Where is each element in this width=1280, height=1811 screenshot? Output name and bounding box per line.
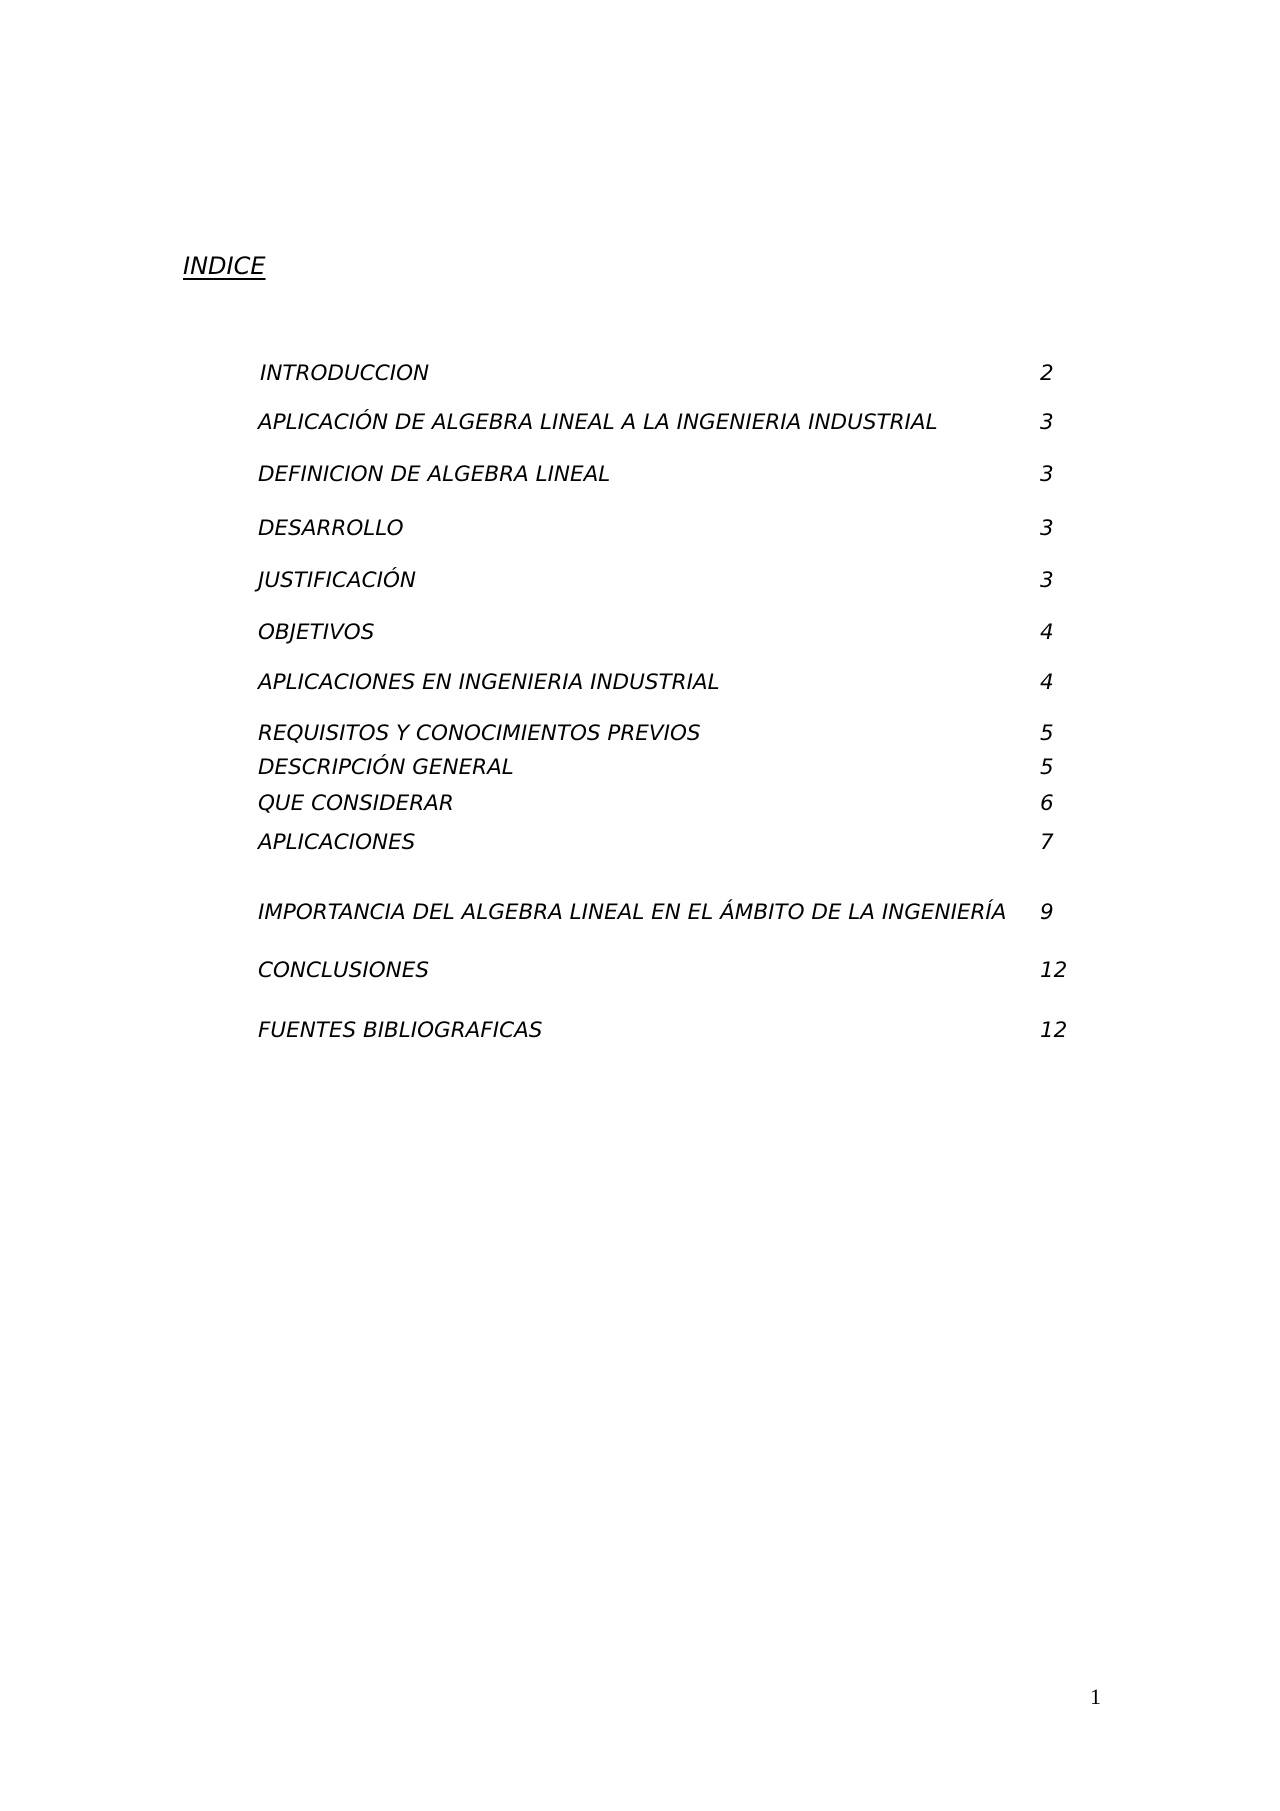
toc-entry-page: 9 <box>1040 900 1054 925</box>
toc-entry <box>258 462 1078 492</box>
toc-entry-page: 6 <box>1040 791 1054 816</box>
toc-entry-label: APLICACIONES EN INGENIERIA INDUSTRIAL <box>258 670 720 695</box>
toc-entry-page: 12 <box>1040 958 1068 983</box>
toc-entry-page: 12 <box>1040 1018 1068 1043</box>
toc-entry-label: APLICACIÓN DE ALGEBRA LINEAL A LA INGENIERIA INDUSTRIAL <box>258 410 938 435</box>
toc-entry-page: 5 <box>1040 721 1054 746</box>
toc-entry <box>258 830 1078 860</box>
toc-entry-page: 3 <box>1040 516 1054 541</box>
toc-entry-page: 4 <box>1040 670 1054 695</box>
toc-entry-page: 4 <box>1040 620 1054 645</box>
toc-entry <box>258 755 1078 785</box>
toc-entry-label: INTRODUCCION <box>260 361 430 386</box>
page-number: 1 <box>1090 1684 1101 1709</box>
toc-entry-page: 3 <box>1040 568 1054 593</box>
toc-entry <box>258 791 1078 821</box>
toc-entry-label: DESCRIPCIÓN GENERAL <box>258 755 514 780</box>
toc-entry-page: 2 <box>1040 361 1054 386</box>
toc-title: INDICE <box>183 252 266 280</box>
toc-entry <box>258 1018 1078 1048</box>
toc-entry-label: OBJETIVOS <box>258 620 375 645</box>
toc-entry-label: JUSTIFICACIÓN <box>258 568 416 593</box>
toc-entry-page: 3 <box>1040 462 1054 487</box>
toc-entry-page: 5 <box>1040 755 1054 780</box>
toc-entry <box>258 568 1078 598</box>
toc-entry-label: DESARROLLO <box>258 516 404 541</box>
toc-entry <box>258 516 1078 546</box>
toc-entry-label: CONCLUSIONES <box>258 958 429 983</box>
toc-entry <box>258 900 1078 930</box>
toc-entry-label: IMPORTANCIA DEL ALGEBRA LINEAL EN EL ÁMBITO DE LA INGENIERÍA <box>258 900 1007 925</box>
toc-entry <box>258 410 1078 440</box>
toc-entry <box>258 721 1078 751</box>
toc-entry-label: QUE CONSIDERAR <box>258 791 454 816</box>
toc-entry <box>258 670 1078 700</box>
toc-entry <box>258 620 1078 650</box>
toc-entry-label: DEFINICION DE ALGEBRA LINEAL <box>258 462 611 487</box>
toc-entry-page: 3 <box>1040 410 1054 435</box>
toc-entry-label: APLICACIONES <box>258 830 416 855</box>
toc-entry <box>258 958 1078 988</box>
toc-entry-page: 7 <box>1040 830 1054 855</box>
toc-entry-label: FUENTES BIBLIOGRAFICAS <box>258 1018 543 1043</box>
toc-entry-label: REQUISITOS Y CONOCIMIENTOS PREVIOS <box>258 721 701 746</box>
toc-entry <box>260 361 1080 391</box>
